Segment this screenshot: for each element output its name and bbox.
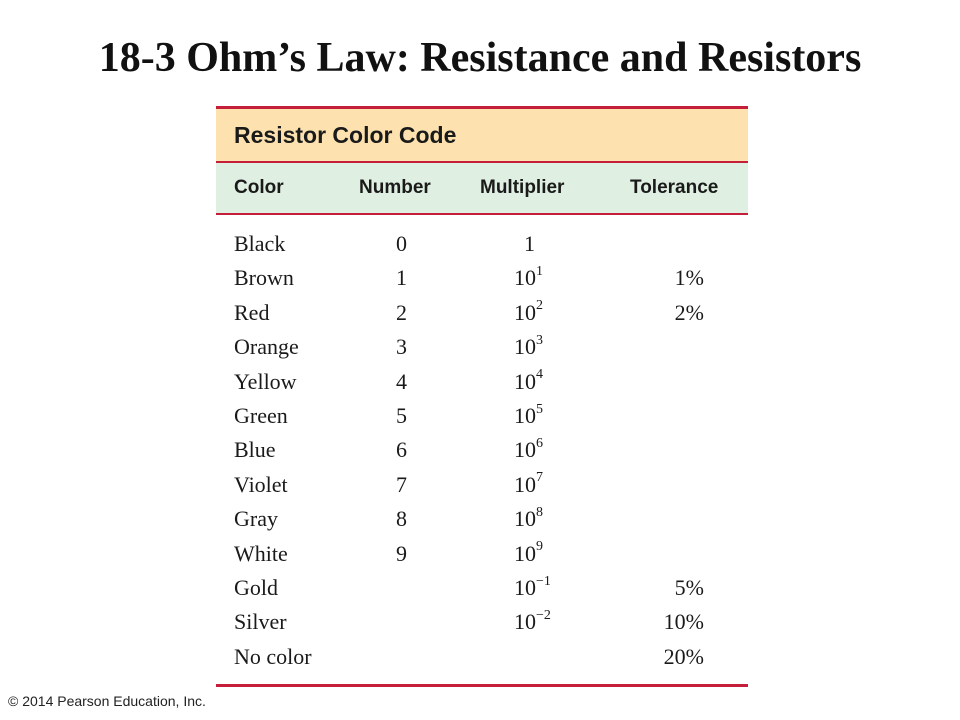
multiplier-base: 10	[514, 437, 536, 463]
multiplier-base: 10	[514, 609, 536, 635]
table-row	[216, 537, 748, 571]
multiplier-base: 10	[514, 471, 536, 497]
multiplier-exponent: 4	[536, 367, 543, 383]
multiplier-base: 1	[524, 231, 535, 256]
cell-tolerance: 5%	[674, 574, 704, 600]
cell-multiplier	[514, 403, 543, 429]
cell-number: 1	[396, 265, 407, 291]
multiplier-base: 10	[514, 540, 536, 566]
cell-color: Gold	[234, 574, 278, 600]
table-bottom-rule	[216, 684, 748, 687]
table-row	[216, 605, 748, 639]
multiplier-base: 10	[514, 265, 536, 291]
table-row	[216, 571, 748, 605]
cell-tolerance: 10%	[663, 609, 704, 635]
multiplier-exponent: 6	[536, 436, 543, 452]
cell-number: 4	[396, 368, 407, 394]
cell-number: 2	[396, 299, 407, 325]
cell-multiplier	[514, 609, 551, 635]
cell-tolerance: 2%	[674, 299, 704, 325]
table-row	[216, 261, 748, 295]
cell-multiplier	[514, 575, 551, 601]
cell-multiplier	[514, 506, 543, 532]
table-row	[216, 296, 748, 330]
cell-color: Gray	[234, 506, 278, 532]
table-caption: Resistor Color Code	[216, 109, 748, 161]
cell-color: Green	[234, 402, 288, 428]
cell-color: Blue	[234, 437, 276, 463]
column-header-number: Number	[359, 177, 431, 198]
cell-multiplier	[514, 541, 543, 567]
cell-multiplier	[514, 369, 543, 395]
cell-color: Brown	[234, 265, 294, 291]
column-header-color: Color	[234, 177, 284, 198]
multiplier-exponent: 5	[536, 401, 543, 417]
table-row	[216, 433, 748, 467]
multiplier-exponent: 7	[536, 470, 543, 486]
cell-number: 5	[396, 402, 407, 428]
table-row	[216, 227, 748, 261]
column-header-multiplier: Multiplier	[480, 177, 565, 198]
table-body	[216, 215, 748, 684]
cell-tolerance: 1%	[674, 265, 704, 291]
table-row	[216, 640, 748, 674]
copyright-notice: © 2014 Pearson Education, Inc.	[8, 693, 206, 709]
table-row	[216, 330, 748, 364]
multiplier-exponent: 3	[536, 332, 543, 348]
multiplier-exponent: −2	[536, 607, 551, 623]
cell-color: Silver	[234, 609, 287, 635]
cell-multiplier	[514, 265, 543, 291]
multiplier-base: 10	[514, 402, 536, 428]
multiplier-base: 10	[514, 334, 536, 360]
multiplier-base: 10	[514, 506, 536, 532]
table-row	[216, 502, 748, 536]
cell-tolerance: 20%	[663, 643, 704, 669]
table-header-row	[216, 163, 748, 213]
cell-multiplier	[514, 472, 543, 498]
column-header-tolerance: Tolerance	[630, 177, 719, 198]
cell-multiplier	[514, 300, 543, 326]
cell-multiplier	[514, 334, 543, 360]
cell-color: Black	[234, 231, 286, 256]
multiplier-base: 10	[514, 368, 536, 394]
multiplier-exponent: 2	[536, 298, 543, 314]
cell-number: 8	[396, 506, 407, 532]
table-row	[216, 365, 748, 399]
cell-color: White	[234, 540, 288, 566]
cell-number: 6	[396, 437, 407, 463]
page-title: 18-3 Ohm’s Law: Resistance and Resistors	[98, 35, 862, 81]
multiplier-base: 10	[514, 574, 536, 600]
cell-color: Violet	[234, 471, 288, 497]
cell-multiplier	[524, 231, 535, 257]
cell-number: 7	[396, 471, 407, 497]
multiplier-exponent: 9	[536, 539, 543, 555]
resistor-color-code-table	[216, 106, 748, 687]
table-row	[216, 399, 748, 433]
cell-multiplier	[514, 437, 543, 463]
cell-color: Red	[234, 299, 270, 325]
multiplier-exponent: 1	[536, 264, 543, 280]
cell-color: No color	[234, 643, 312, 669]
multiplier-exponent: 8	[536, 504, 543, 520]
table-row	[216, 468, 748, 502]
multiplier-exponent: −1	[536, 573, 551, 589]
cell-number: 0	[396, 231, 407, 256]
cell-color: Orange	[234, 334, 299, 360]
multiplier-base: 10	[514, 299, 536, 325]
cell-number: 9	[396, 540, 407, 566]
cell-number: 3	[396, 334, 407, 360]
cell-color: Yellow	[234, 368, 297, 394]
